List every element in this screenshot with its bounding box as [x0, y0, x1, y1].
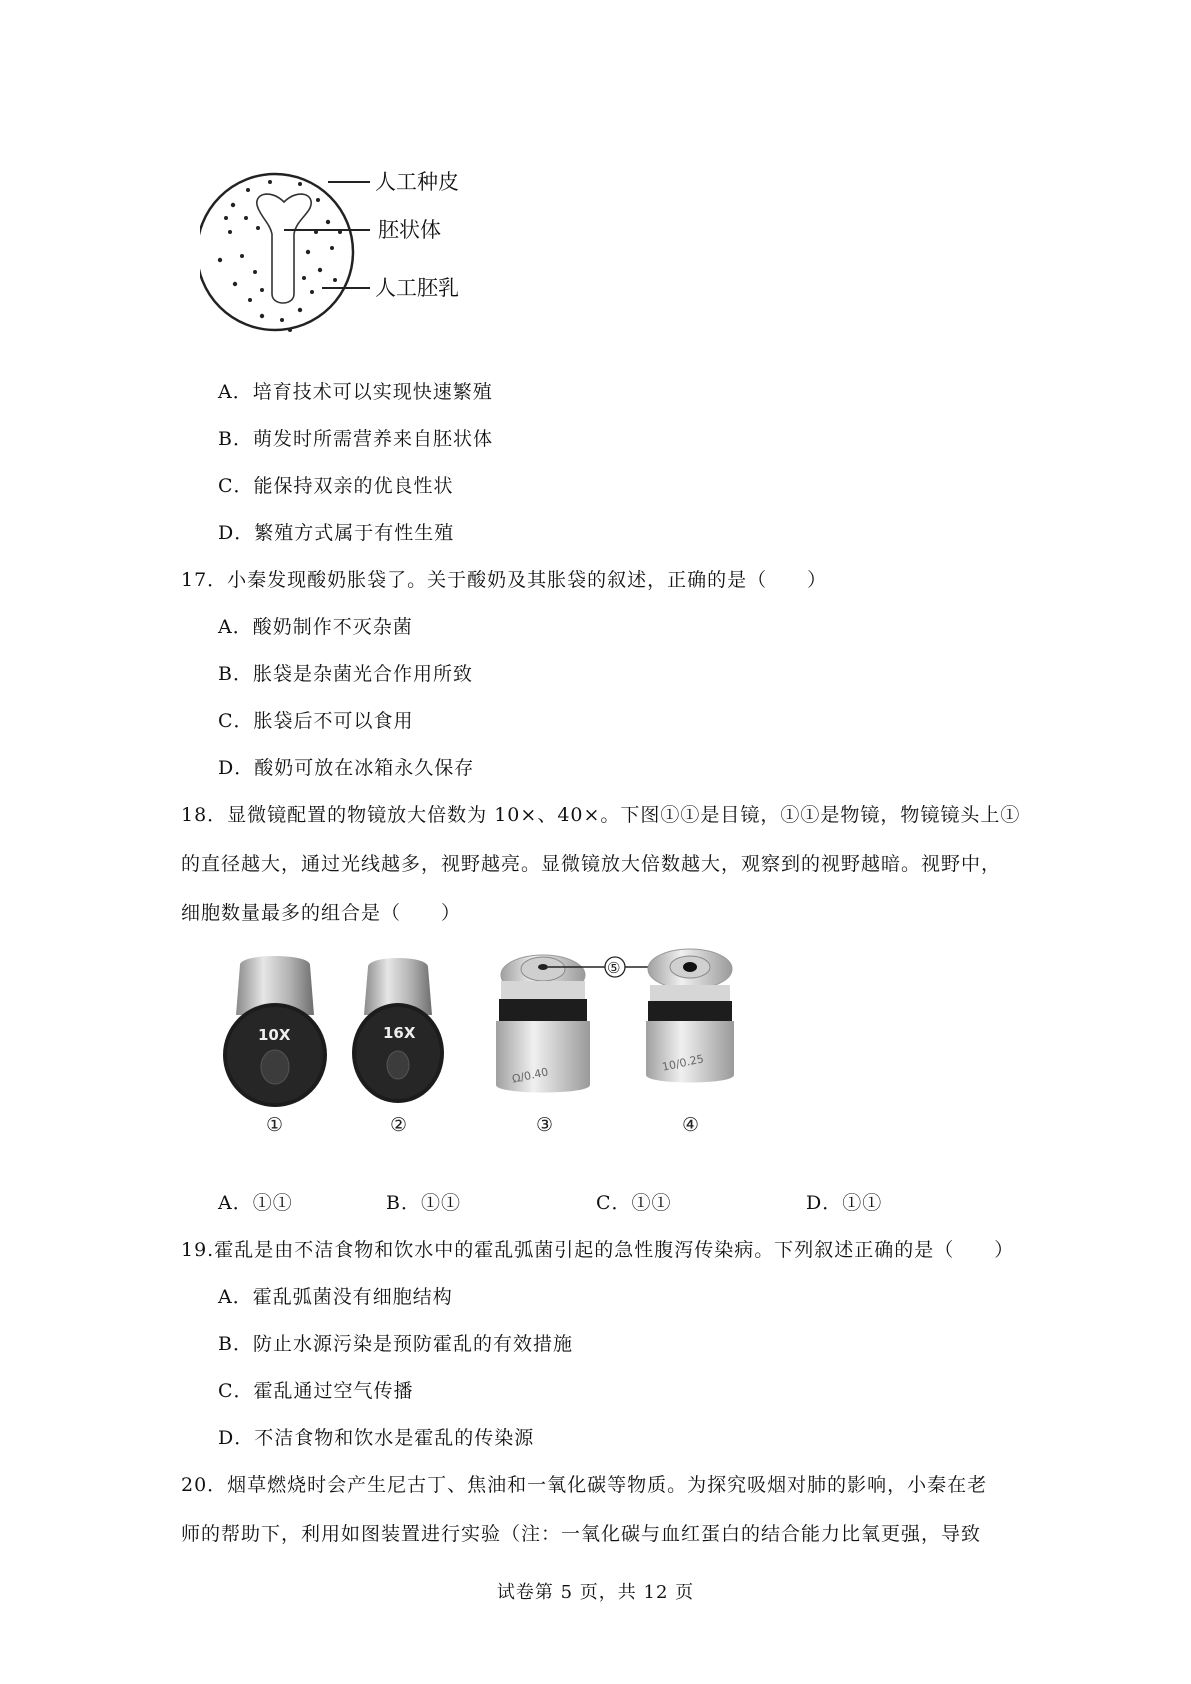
eyepiece-1-label: 10X	[258, 1026, 291, 1044]
q19-stem: 19.霍乱是由不洁食物和饮水中的霍乱弧菌引起的急性腹泻传染病。下列叙述正确的是（ ）	[181, 1239, 1015, 1261]
q16-option-c: C．能保持双亲的优良性状	[218, 475, 454, 497]
q18-stem-line-3: 细胞数量最多的组合是（ ）	[181, 902, 462, 924]
callout-5: ⑤	[607, 959, 621, 977]
q19-option-a: A．霍乱弧菌没有细胞结构	[218, 1286, 453, 1308]
q19-option-c: C．霍乱通过空气传播	[218, 1380, 414, 1402]
q17-option-a: A．酸奶制作不灭杂菌	[218, 616, 413, 638]
microscope-lens-figure	[210, 945, 810, 1145]
q18-stem-line-2: 的直径越大，通过光线越多，视野越亮。显微镜放大倍数越大，观察到的视野越暗。视野中，	[181, 853, 1002, 875]
q17-stem: 17．小秦发现酸奶胀袋了。关于酸奶及其胀袋的叙述，正确的是（ ）	[181, 569, 828, 591]
q16-option-b: B．萌发时所需营养来自胚状体	[218, 428, 493, 450]
page-footer: 试卷第 5 页，共 12 页	[496, 1582, 695, 1603]
q17-option-c: C．胀袋后不可以食用	[218, 710, 414, 732]
q16-option-d: D．繁殖方式属于有性生殖	[218, 522, 455, 544]
q20-stem-line-2: 师的帮助下，利用如图装置进行实验（注：一氧化碳与血红蛋白的结合能力比氧更强，导致	[181, 1523, 982, 1545]
seed-label-coat: 人工种皮	[375, 170, 459, 194]
q20-stem-line-1: 20．烟草燃烧时会产生尼古丁、焦油和一氧化碳等物质。为探究吸烟对肺的影响，小秦在老	[181, 1474, 988, 1496]
q18-stem-line-1: 18．显微镜配置的物镜放大倍数为 10×、40×。下图①①是目镜，①①是物镜，物镜镜头上①	[181, 804, 1021, 826]
q18-option-a: A．①①	[218, 1192, 293, 1214]
artificial-seed-diagram	[200, 160, 490, 340]
q19-option-d: D．不洁食物和饮水是霍乱的传染源	[218, 1427, 535, 1449]
item-number-3: ③	[536, 1114, 554, 1136]
q18-option-b: B．①①	[386, 1192, 461, 1214]
item-number-2: ②	[390, 1114, 408, 1136]
eyepiece-10x-icon	[223, 956, 327, 1107]
q19-option-b: B．防止水源污染是预防霍乱的有效措施	[218, 1333, 573, 1355]
eyepiece-16x-icon	[352, 958, 444, 1103]
seed-label-endosperm: 人工胚乳	[375, 276, 459, 300]
objective-lens-2-icon	[646, 949, 734, 1083]
q17-option-b: B．胀袋是杂菌光合作用所致	[218, 663, 473, 685]
q18-option-c: C．①①	[596, 1192, 672, 1214]
q18-option-d: D．①①	[806, 1192, 883, 1214]
svg-text:10/0.25: 10/0.25	[660, 1052, 705, 1074]
svg-text:Ω/0.40: Ω/0.40	[510, 1065, 550, 1086]
eyepiece-2-label: 16X	[383, 1024, 416, 1042]
seed-label-embryoid: 胚状体	[378, 218, 441, 242]
q17-option-d: D．酸奶可放在冰箱永久保存	[218, 757, 475, 779]
item-number-1: ①	[266, 1114, 284, 1136]
q16-option-a: A．培育技术可以实现快速繁殖	[218, 381, 493, 403]
objective-lens-1-icon	[496, 955, 590, 1093]
item-number-4: ④	[682, 1114, 700, 1136]
